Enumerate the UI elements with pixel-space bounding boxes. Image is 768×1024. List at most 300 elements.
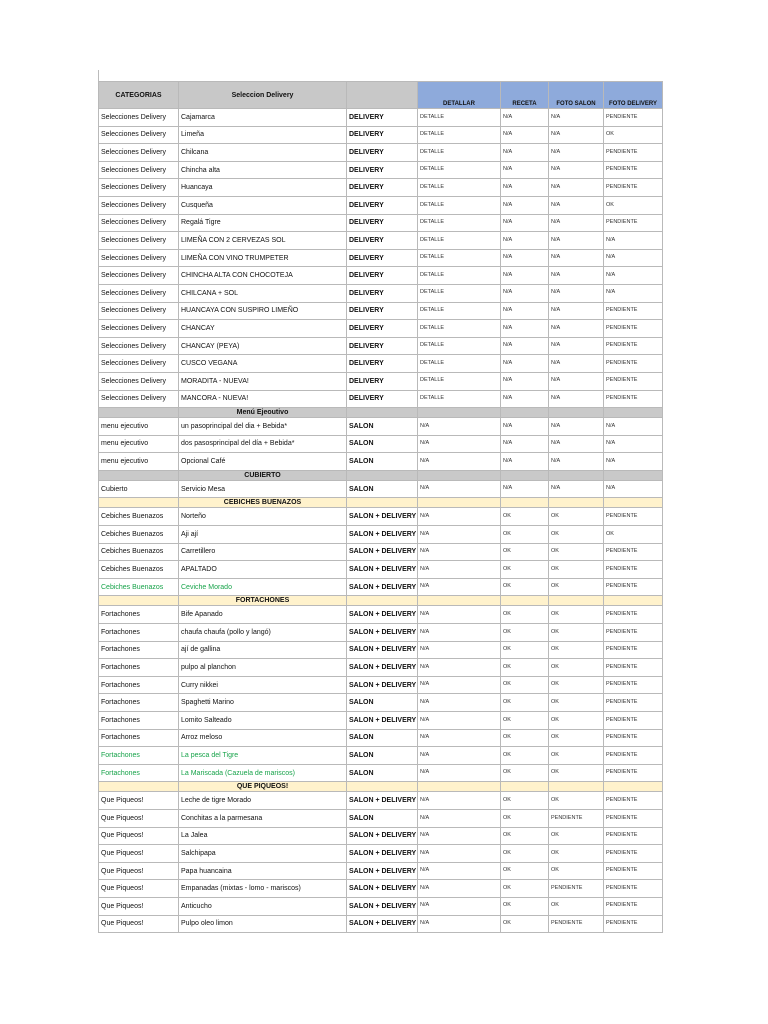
- item-cell[interactable]: MANCORA - NUEVA!: [179, 390, 347, 408]
- section-blank-cell[interactable]: [501, 408, 549, 418]
- item-cell[interactable]: CHANCAY (PEYA): [179, 337, 347, 355]
- detallar-cell[interactable]: DETALLE: [418, 214, 501, 232]
- foto-delivery-cell[interactable]: PENDIENTE: [604, 302, 663, 320]
- section-blank-cell[interactable]: [99, 498, 179, 508]
- receta-cell[interactable]: N/A: [501, 302, 549, 320]
- section-blank-cell[interactable]: [604, 498, 663, 508]
- foto-salon-cell[interactable]: OK: [549, 764, 604, 782]
- service-cell[interactable]: DELIVERY: [347, 267, 418, 285]
- foto-delivery-cell[interactable]: PENDIENTE: [604, 676, 663, 694]
- section-title[interactable]: CEBICHES BUENAZOS: [179, 498, 347, 508]
- category-cell[interactable]: Que Piqueos!: [99, 809, 179, 827]
- foto-salon-cell[interactable]: OK: [549, 747, 604, 765]
- receta-cell[interactable]: N/A: [501, 196, 549, 214]
- detallar-cell[interactable]: N/A: [418, 480, 501, 498]
- category-cell[interactable]: Selecciones Delivery: [99, 302, 179, 320]
- receta-cell[interactable]: OK: [501, 526, 549, 544]
- section-blank-cell[interactable]: [99, 470, 179, 480]
- section-blank-cell[interactable]: [501, 596, 549, 606]
- service-cell[interactable]: DELIVERY: [347, 232, 418, 250]
- header-receta[interactable]: RECETA: [501, 82, 549, 109]
- receta-cell[interactable]: N/A: [501, 109, 549, 127]
- receta-cell[interactable]: N/A: [501, 320, 549, 338]
- receta-cell[interactable]: OK: [501, 694, 549, 712]
- service-cell[interactable]: DELIVERY: [347, 196, 418, 214]
- detallar-cell[interactable]: N/A: [418, 747, 501, 765]
- service-cell[interactable]: DELIVERY: [347, 320, 418, 338]
- foto-delivery-cell[interactable]: OK: [604, 526, 663, 544]
- service-cell[interactable]: SALON: [347, 747, 418, 765]
- detallar-cell[interactable]: DETALLE: [418, 355, 501, 373]
- section-blank-cell[interactable]: [347, 782, 418, 792]
- item-cell[interactable]: Limeña: [179, 126, 347, 144]
- receta-cell[interactable]: N/A: [501, 337, 549, 355]
- foto-delivery-cell[interactable]: PENDIENTE: [604, 659, 663, 677]
- section-blank-cell[interactable]: [418, 596, 501, 606]
- category-cell[interactable]: Cebiches Buenazos: [99, 508, 179, 526]
- foto-salon-cell[interactable]: N/A: [549, 196, 604, 214]
- receta-cell[interactable]: OK: [501, 578, 549, 596]
- service-cell[interactable]: SALON + DELIVERY: [347, 659, 418, 677]
- foto-salon-cell[interactable]: PENDIENTE: [549, 809, 604, 827]
- item-cell[interactable]: chaufa chaufa (pollo y langó): [179, 624, 347, 642]
- category-cell[interactable]: Selecciones Delivery: [99, 126, 179, 144]
- foto-salon-cell[interactable]: N/A: [549, 267, 604, 285]
- section-blank-cell[interactable]: [604, 596, 663, 606]
- detallar-cell[interactable]: N/A: [418, 606, 501, 624]
- service-cell[interactable]: SALON: [347, 729, 418, 747]
- foto-delivery-cell[interactable]: PENDIENTE: [604, 792, 663, 810]
- item-cell[interactable]: dos pasosprincipal del día + Bebida*: [179, 435, 347, 453]
- item-cell[interactable]: Norteño: [179, 508, 347, 526]
- foto-salon-cell[interactable]: N/A: [549, 214, 604, 232]
- detallar-cell[interactable]: DETALLE: [418, 267, 501, 285]
- section-blank-cell[interactable]: [99, 782, 179, 792]
- item-cell[interactable]: Cajamarca: [179, 109, 347, 127]
- category-cell[interactable]: Que Piqueos!: [99, 880, 179, 898]
- section-blank-cell[interactable]: [99, 596, 179, 606]
- foto-salon-cell[interactable]: OK: [549, 659, 604, 677]
- item-cell[interactable]: CHILCANA + SOL: [179, 284, 347, 302]
- foto-delivery-cell[interactable]: PENDIENTE: [604, 543, 663, 561]
- service-cell[interactable]: SALON: [347, 694, 418, 712]
- foto-salon-cell[interactable]: PENDIENTE: [549, 880, 604, 898]
- item-cell[interactable]: Leche de tigre Morado: [179, 792, 347, 810]
- category-cell[interactable]: Cebiches Buenazos: [99, 526, 179, 544]
- service-cell[interactable]: SALON + DELIVERY: [347, 862, 418, 880]
- receta-cell[interactable]: OK: [501, 624, 549, 642]
- foto-delivery-cell[interactable]: N/A: [604, 267, 663, 285]
- receta-cell[interactable]: OK: [501, 915, 549, 933]
- category-cell[interactable]: Fortachones: [99, 624, 179, 642]
- section-title[interactable]: QUE PIQUEOS!: [179, 782, 347, 792]
- service-cell[interactable]: SALON + DELIVERY: [347, 578, 418, 596]
- receta-cell[interactable]: OK: [501, 561, 549, 579]
- header-categorias[interactable]: CATEGORIAS: [99, 82, 179, 109]
- service-cell[interactable]: SALON: [347, 480, 418, 498]
- foto-salon-cell[interactable]: N/A: [549, 302, 604, 320]
- foto-delivery-cell[interactable]: PENDIENTE: [604, 355, 663, 373]
- foto-delivery-cell[interactable]: PENDIENTE: [604, 897, 663, 915]
- foto-delivery-cell[interactable]: PENDIENTE: [604, 109, 663, 127]
- receta-cell[interactable]: OK: [501, 792, 549, 810]
- item-cell[interactable]: Papa huancaina: [179, 862, 347, 880]
- service-cell[interactable]: DELIVERY: [347, 355, 418, 373]
- foto-salon-cell[interactable]: OK: [549, 712, 604, 730]
- category-cell[interactable]: Selecciones Delivery: [99, 214, 179, 232]
- service-cell[interactable]: SALON + DELIVERY: [347, 792, 418, 810]
- detallar-cell[interactable]: N/A: [418, 845, 501, 863]
- item-cell[interactable]: Chilcana: [179, 144, 347, 162]
- item-cell[interactable]: Curry nikkei: [179, 676, 347, 694]
- foto-delivery-cell[interactable]: PENDIENTE: [604, 880, 663, 898]
- foto-delivery-cell[interactable]: PENDIENTE: [604, 694, 663, 712]
- section-blank-cell[interactable]: [347, 408, 418, 418]
- foto-delivery-cell[interactable]: PENDIENTE: [604, 144, 663, 162]
- receta-cell[interactable]: N/A: [501, 249, 549, 267]
- detallar-cell[interactable]: DETALLE: [418, 302, 501, 320]
- service-cell[interactable]: SALON + DELIVERY: [347, 845, 418, 863]
- service-cell[interactable]: DELIVERY: [347, 126, 418, 144]
- service-cell[interactable]: DELIVERY: [347, 284, 418, 302]
- section-blank-cell[interactable]: [347, 596, 418, 606]
- category-cell[interactable]: Cebiches Buenazos: [99, 543, 179, 561]
- foto-delivery-cell[interactable]: PENDIENTE: [604, 561, 663, 579]
- category-cell[interactable]: Selecciones Delivery: [99, 249, 179, 267]
- foto-delivery-cell[interactable]: PENDIENTE: [604, 747, 663, 765]
- detallar-cell[interactable]: DETALLE: [418, 372, 501, 390]
- detallar-cell[interactable]: N/A: [418, 712, 501, 730]
- item-cell[interactable]: Huancaya: [179, 179, 347, 197]
- category-cell[interactable]: Fortachones: [99, 659, 179, 677]
- detallar-cell[interactable]: N/A: [418, 880, 501, 898]
- category-cell[interactable]: Fortachones: [99, 676, 179, 694]
- section-blank-cell[interactable]: [501, 498, 549, 508]
- foto-delivery-cell[interactable]: PENDIENTE: [604, 712, 663, 730]
- receta-cell[interactable]: OK: [501, 712, 549, 730]
- item-cell[interactable]: pulpo al planchon: [179, 659, 347, 677]
- category-cell[interactable]: Fortachones: [99, 694, 179, 712]
- receta-cell[interactable]: OK: [501, 827, 549, 845]
- service-cell[interactable]: DELIVERY: [347, 214, 418, 232]
- item-cell[interactable]: Cusqueña: [179, 196, 347, 214]
- service-cell[interactable]: SALON + DELIVERY: [347, 508, 418, 526]
- service-cell[interactable]: DELIVERY: [347, 161, 418, 179]
- foto-salon-cell[interactable]: N/A: [549, 249, 604, 267]
- foto-delivery-cell[interactable]: N/A: [604, 249, 663, 267]
- foto-delivery-cell[interactable]: PENDIENTE: [604, 337, 663, 355]
- foto-salon-cell[interactable]: N/A: [549, 390, 604, 408]
- section-blank-cell[interactable]: [549, 408, 604, 418]
- foto-salon-cell[interactable]: OK: [549, 578, 604, 596]
- section-blank-cell[interactable]: [604, 408, 663, 418]
- category-cell[interactable]: Que Piqueos!: [99, 827, 179, 845]
- foto-delivery-cell[interactable]: PENDIENTE: [604, 606, 663, 624]
- category-cell[interactable]: menu ejecutivo: [99, 435, 179, 453]
- foto-salon-cell[interactable]: N/A: [549, 480, 604, 498]
- category-cell[interactable]: Fortachones: [99, 606, 179, 624]
- foto-delivery-cell[interactable]: N/A: [604, 232, 663, 250]
- detallar-cell[interactable]: N/A: [418, 508, 501, 526]
- foto-salon-cell[interactable]: OK: [549, 561, 604, 579]
- section-title[interactable]: FORTACHONES: [179, 596, 347, 606]
- section-blank-cell[interactable]: [347, 470, 418, 480]
- service-cell[interactable]: DELIVERY: [347, 144, 418, 162]
- foto-salon-cell[interactable]: OK: [549, 606, 604, 624]
- receta-cell[interactable]: OK: [501, 508, 549, 526]
- category-cell[interactable]: Selecciones Delivery: [99, 372, 179, 390]
- foto-salon-cell[interactable]: N/A: [549, 418, 604, 436]
- foto-delivery-cell[interactable]: PENDIENTE: [604, 764, 663, 782]
- service-cell[interactable]: SALON + DELIVERY: [347, 543, 418, 561]
- service-cell[interactable]: SALON + DELIVERY: [347, 676, 418, 694]
- foto-salon-cell[interactable]: OK: [549, 862, 604, 880]
- detallar-cell[interactable]: N/A: [418, 624, 501, 642]
- category-cell[interactable]: Que Piqueos!: [99, 862, 179, 880]
- receta-cell[interactable]: N/A: [501, 418, 549, 436]
- category-cell[interactable]: Selecciones Delivery: [99, 337, 179, 355]
- foto-salon-cell[interactable]: N/A: [549, 337, 604, 355]
- category-cell[interactable]: Fortachones: [99, 712, 179, 730]
- service-cell[interactable]: SALON + DELIVERY: [347, 526, 418, 544]
- category-cell[interactable]: Fortachones: [99, 641, 179, 659]
- item-cell[interactable]: Anticucho: [179, 897, 347, 915]
- item-cell[interactable]: CHINCHA ALTA CON CHOCOTEJA: [179, 267, 347, 285]
- receta-cell[interactable]: OK: [501, 764, 549, 782]
- foto-salon-cell[interactable]: OK: [549, 845, 604, 863]
- category-cell[interactable]: Cebiches Buenazos: [99, 578, 179, 596]
- foto-delivery-cell[interactable]: N/A: [604, 453, 663, 471]
- service-cell[interactable]: DELIVERY: [347, 249, 418, 267]
- header-foto-salon[interactable]: FOTO SALON: [549, 82, 604, 109]
- item-cell[interactable]: La Mariscada (Cazuela de mariscos): [179, 764, 347, 782]
- item-cell[interactable]: Spaghetti Marino: [179, 694, 347, 712]
- receta-cell[interactable]: OK: [501, 676, 549, 694]
- service-cell[interactable]: SALON: [347, 418, 418, 436]
- section-blank-cell[interactable]: [418, 408, 501, 418]
- receta-cell[interactable]: OK: [501, 606, 549, 624]
- category-cell[interactable]: Selecciones Delivery: [99, 355, 179, 373]
- service-cell[interactable]: SALON + DELIVERY: [347, 880, 418, 898]
- foto-delivery-cell[interactable]: OK: [604, 196, 663, 214]
- foto-delivery-cell[interactable]: N/A: [604, 418, 663, 436]
- foto-salon-cell[interactable]: OK: [549, 897, 604, 915]
- receta-cell[interactable]: N/A: [501, 453, 549, 471]
- receta-cell[interactable]: OK: [501, 641, 549, 659]
- receta-cell[interactable]: OK: [501, 747, 549, 765]
- foto-salon-cell[interactable]: N/A: [549, 179, 604, 197]
- detallar-cell[interactable]: DETALLE: [418, 390, 501, 408]
- section-blank-cell[interactable]: [549, 498, 604, 508]
- category-cell[interactable]: Que Piqueos!: [99, 792, 179, 810]
- foto-salon-cell[interactable]: OK: [549, 729, 604, 747]
- category-cell[interactable]: Cubierto: [99, 480, 179, 498]
- section-blank-cell[interactable]: [549, 470, 604, 480]
- foto-delivery-cell[interactable]: PENDIENTE: [604, 161, 663, 179]
- foto-salon-cell[interactable]: N/A: [549, 284, 604, 302]
- service-cell[interactable]: SALON: [347, 453, 418, 471]
- detallar-cell[interactable]: DETALLE: [418, 161, 501, 179]
- receta-cell[interactable]: OK: [501, 729, 549, 747]
- item-cell[interactable]: APALTADO: [179, 561, 347, 579]
- header-detallar[interactable]: DETALLAR: [418, 82, 501, 109]
- receta-cell[interactable]: N/A: [501, 126, 549, 144]
- detallar-cell[interactable]: N/A: [418, 792, 501, 810]
- detallar-cell[interactable]: N/A: [418, 659, 501, 677]
- foto-delivery-cell[interactable]: PENDIENTE: [604, 729, 663, 747]
- foto-delivery-cell[interactable]: PENDIENTE: [604, 320, 663, 338]
- item-cell[interactable]: Conchitas a la parmesana: [179, 809, 347, 827]
- category-cell[interactable]: Que Piqueos!: [99, 897, 179, 915]
- foto-salon-cell[interactable]: OK: [549, 641, 604, 659]
- category-cell[interactable]: Que Piqueos!: [99, 915, 179, 933]
- foto-delivery-cell[interactable]: N/A: [604, 284, 663, 302]
- receta-cell[interactable]: N/A: [501, 372, 549, 390]
- detallar-cell[interactable]: N/A: [418, 676, 501, 694]
- foto-salon-cell[interactable]: N/A: [549, 372, 604, 390]
- item-cell[interactable]: La pesca del Tigre: [179, 747, 347, 765]
- service-cell[interactable]: DELIVERY: [347, 372, 418, 390]
- receta-cell[interactable]: OK: [501, 845, 549, 863]
- foto-salon-cell[interactable]: OK: [549, 526, 604, 544]
- category-cell[interactable]: Fortachones: [99, 764, 179, 782]
- section-title[interactable]: Menú Ejeoutivo: [179, 408, 347, 418]
- receta-cell[interactable]: N/A: [501, 267, 549, 285]
- detallar-cell[interactable]: N/A: [418, 561, 501, 579]
- item-cell[interactable]: Opcional Café: [179, 453, 347, 471]
- detallar-cell[interactable]: N/A: [418, 453, 501, 471]
- item-cell[interactable]: CUSCO VEGANA: [179, 355, 347, 373]
- detallar-cell[interactable]: DETALLE: [418, 109, 501, 127]
- detallar-cell[interactable]: DETALLE: [418, 126, 501, 144]
- foto-salon-cell[interactable]: N/A: [549, 355, 604, 373]
- detallar-cell[interactable]: DETALLE: [418, 196, 501, 214]
- foto-salon-cell[interactable]: N/A: [549, 109, 604, 127]
- foto-salon-cell[interactable]: OK: [549, 508, 604, 526]
- section-blank-cell[interactable]: [604, 470, 663, 480]
- detallar-cell[interactable]: N/A: [418, 897, 501, 915]
- category-cell[interactable]: Selecciones Delivery: [99, 390, 179, 408]
- item-cell[interactable]: Servicio Mesa: [179, 480, 347, 498]
- detallar-cell[interactable]: DETALLE: [418, 249, 501, 267]
- item-cell[interactable]: Salchipapa: [179, 845, 347, 863]
- foto-delivery-cell[interactable]: PENDIENTE: [604, 809, 663, 827]
- service-cell[interactable]: SALON + DELIVERY: [347, 561, 418, 579]
- item-cell[interactable]: un pasoprincipal del dia + Bebida*: [179, 418, 347, 436]
- foto-salon-cell[interactable]: PENDIENTE: [549, 915, 604, 933]
- section-blank-cell[interactable]: [604, 782, 663, 792]
- category-cell[interactable]: Selecciones Delivery: [99, 267, 179, 285]
- category-cell[interactable]: menu ejecutivo: [99, 453, 179, 471]
- foto-delivery-cell[interactable]: PENDIENTE: [604, 372, 663, 390]
- detallar-cell[interactable]: N/A: [418, 915, 501, 933]
- detallar-cell[interactable]: DETALLE: [418, 320, 501, 338]
- foto-delivery-cell[interactable]: PENDIENTE: [604, 390, 663, 408]
- service-cell[interactable]: SALON + DELIVERY: [347, 915, 418, 933]
- category-cell[interactable]: Selecciones Delivery: [99, 161, 179, 179]
- receta-cell[interactable]: OK: [501, 897, 549, 915]
- service-cell[interactable]: DELIVERY: [347, 109, 418, 127]
- detallar-cell[interactable]: N/A: [418, 729, 501, 747]
- receta-cell[interactable]: OK: [501, 880, 549, 898]
- receta-cell[interactable]: N/A: [501, 284, 549, 302]
- foto-delivery-cell[interactable]: PENDIENTE: [604, 508, 663, 526]
- item-cell[interactable]: LIMEÑA CON VINO TRUMPETER: [179, 249, 347, 267]
- foto-salon-cell[interactable]: N/A: [549, 435, 604, 453]
- foto-salon-cell[interactable]: OK: [549, 676, 604, 694]
- receta-cell[interactable]: OK: [501, 659, 549, 677]
- foto-salon-cell[interactable]: N/A: [549, 126, 604, 144]
- category-cell[interactable]: Selecciones Delivery: [99, 144, 179, 162]
- service-cell[interactable]: DELIVERY: [347, 390, 418, 408]
- category-cell[interactable]: Fortachones: [99, 747, 179, 765]
- category-cell[interactable]: Selecciones Delivery: [99, 109, 179, 127]
- receta-cell[interactable]: N/A: [501, 390, 549, 408]
- service-cell[interactable]: SALON + DELIVERY: [347, 827, 418, 845]
- category-cell[interactable]: Selecciones Delivery: [99, 196, 179, 214]
- foto-salon-cell[interactable]: N/A: [549, 232, 604, 250]
- category-cell[interactable]: menu ejecutivo: [99, 418, 179, 436]
- foto-salon-cell[interactable]: OK: [549, 792, 604, 810]
- category-cell[interactable]: Selecciones Delivery: [99, 320, 179, 338]
- foto-delivery-cell[interactable]: PENDIENTE: [604, 179, 663, 197]
- service-cell[interactable]: SALON: [347, 809, 418, 827]
- item-cell[interactable]: Aji ají: [179, 526, 347, 544]
- item-cell[interactable]: Ceviche Morado: [179, 578, 347, 596]
- category-cell[interactable]: Selecciones Delivery: [99, 232, 179, 250]
- section-blank-cell[interactable]: [501, 470, 549, 480]
- detallar-cell[interactable]: N/A: [418, 862, 501, 880]
- header-foto-delivery[interactable]: FOTO DELIVERY: [604, 82, 663, 109]
- foto-delivery-cell[interactable]: PENDIENTE: [604, 827, 663, 845]
- detallar-cell[interactable]: N/A: [418, 526, 501, 544]
- foto-delivery-cell[interactable]: N/A: [604, 480, 663, 498]
- detallar-cell[interactable]: N/A: [418, 764, 501, 782]
- receta-cell[interactable]: N/A: [501, 161, 549, 179]
- foto-delivery-cell[interactable]: PENDIENTE: [604, 845, 663, 863]
- foto-salon-cell[interactable]: N/A: [549, 161, 604, 179]
- category-cell[interactable]: Selecciones Delivery: [99, 284, 179, 302]
- foto-delivery-cell[interactable]: PENDIENTE: [604, 862, 663, 880]
- category-cell[interactable]: Cebiches Buenazos: [99, 561, 179, 579]
- foto-delivery-cell[interactable]: PENDIENTE: [604, 578, 663, 596]
- service-cell[interactable]: DELIVERY: [347, 302, 418, 320]
- section-title[interactable]: CUBIERTO: [179, 470, 347, 480]
- item-cell[interactable]: Pulpo oleo limon: [179, 915, 347, 933]
- detallar-cell[interactable]: N/A: [418, 641, 501, 659]
- detallar-cell[interactable]: DETALLE: [418, 284, 501, 302]
- receta-cell[interactable]: OK: [501, 543, 549, 561]
- detallar-cell[interactable]: DETALLE: [418, 179, 501, 197]
- item-cell[interactable]: ají de gallina: [179, 641, 347, 659]
- item-cell[interactable]: Bife Apanado: [179, 606, 347, 624]
- foto-salon-cell[interactable]: OK: [549, 543, 604, 561]
- detallar-cell[interactable]: N/A: [418, 418, 501, 436]
- section-blank-cell[interactable]: [501, 782, 549, 792]
- section-blank-cell[interactable]: [99, 408, 179, 418]
- receta-cell[interactable]: N/A: [501, 214, 549, 232]
- item-cell[interactable]: Carretillero: [179, 543, 347, 561]
- service-cell[interactable]: DELIVERY: [347, 179, 418, 197]
- detallar-cell[interactable]: N/A: [418, 435, 501, 453]
- receta-cell[interactable]: OK: [501, 862, 549, 880]
- detallar-cell[interactable]: DETALLE: [418, 232, 501, 250]
- item-cell[interactable]: Chincha alta: [179, 161, 347, 179]
- receta-cell[interactable]: N/A: [501, 179, 549, 197]
- detallar-cell[interactable]: N/A: [418, 543, 501, 561]
- item-cell[interactable]: Regalá Tigre: [179, 214, 347, 232]
- section-blank-cell[interactable]: [418, 470, 501, 480]
